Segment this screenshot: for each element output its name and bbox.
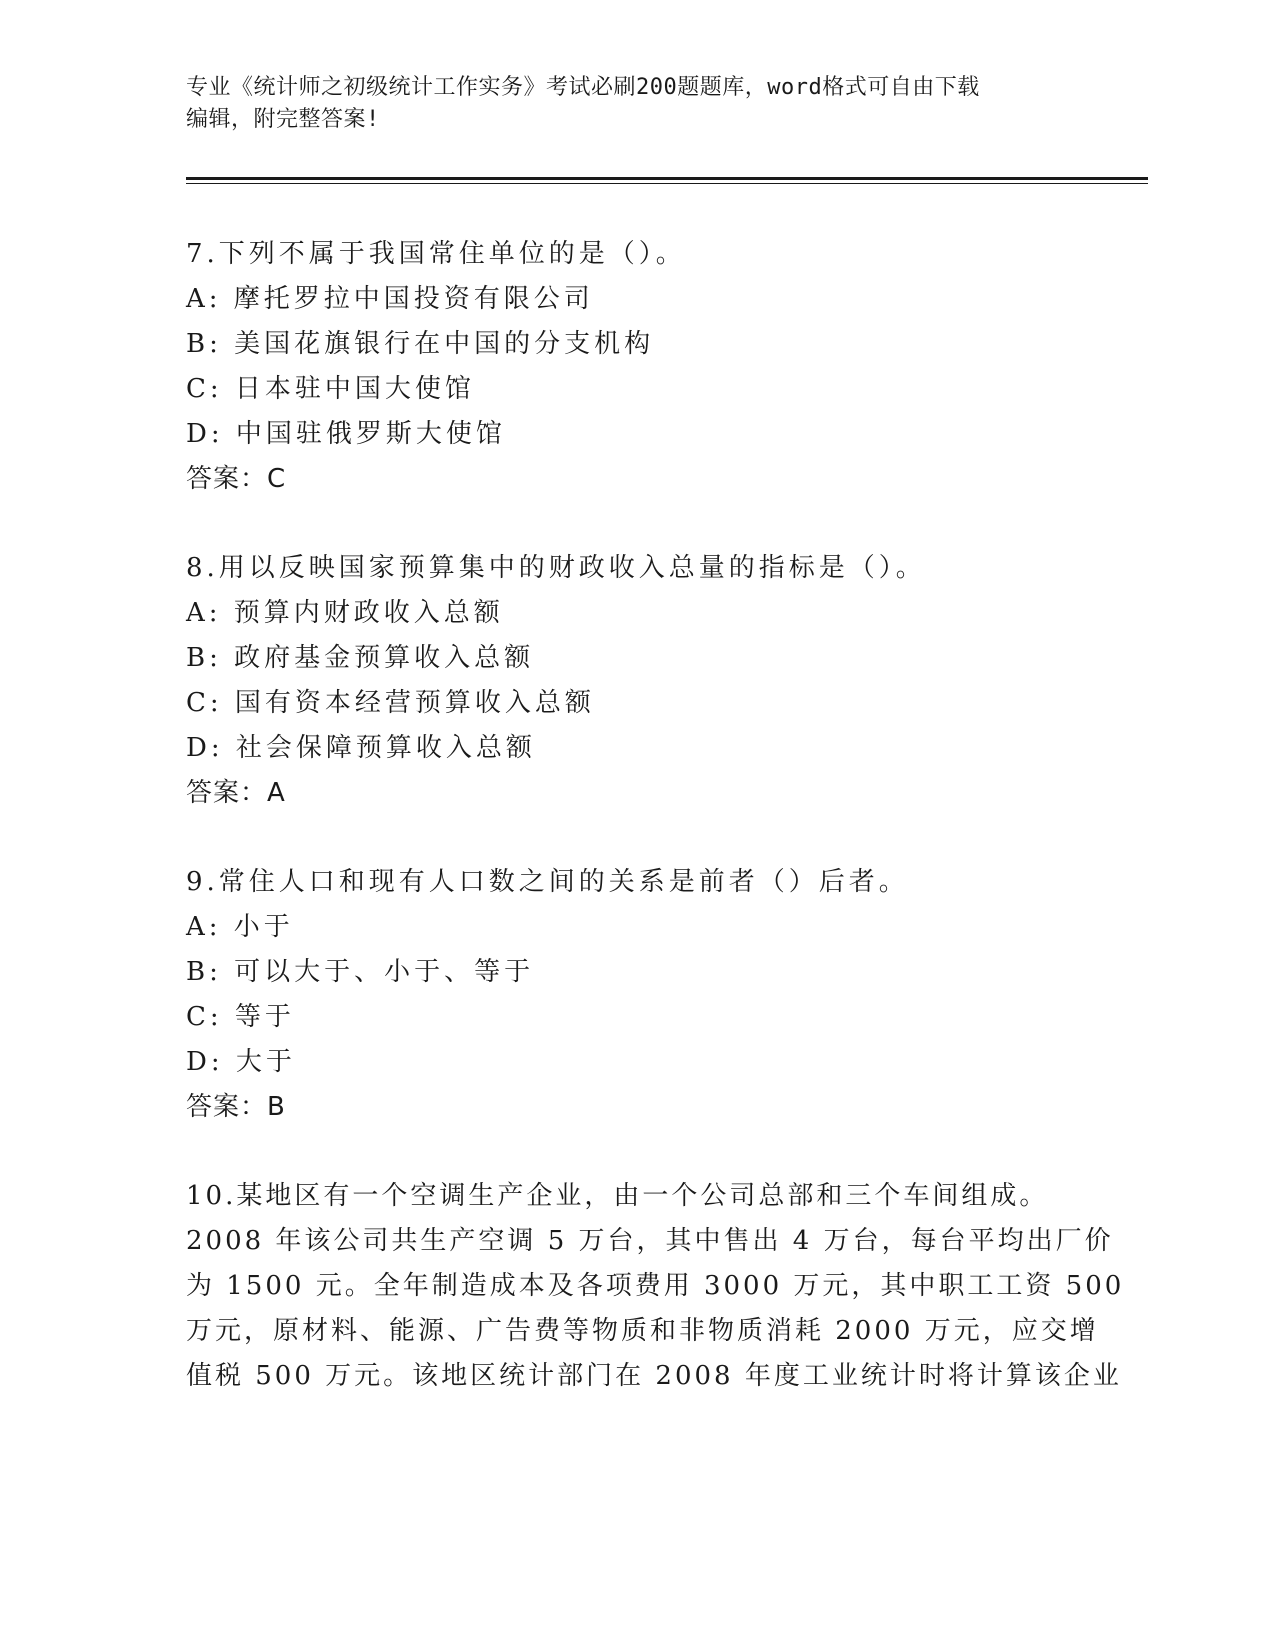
- question-9: [186, 860, 1086, 1130]
- option-d: D: 中国驻俄罗斯大使馆: [186, 419, 506, 449]
- option-c: C: 等于: [186, 1002, 295, 1032]
- question-10: [186, 1174, 1125, 1399]
- option-c: C: 国有资本经营预算收入总额: [186, 688, 595, 718]
- option-a: A: 摩托罗拉中国投资有限公司: [186, 284, 594, 314]
- option-b: B: 美国花旗银行在中国的分支机构: [186, 329, 655, 359]
- question-8: [186, 546, 1086, 816]
- question-stem-line: 10.某地区有一个空调生产企业，由一个公司总部和三个车间组成。: [186, 1181, 1049, 1211]
- option-a: A: 小于: [186, 912, 294, 942]
- answer: 答案：B: [186, 1092, 286, 1122]
- option-a: A: 预算内财政收入总额: [186, 598, 504, 628]
- option-d: D: 社会保障预算收入总额: [186, 733, 536, 763]
- answer: 答案：A: [186, 778, 286, 808]
- header-divider-thin: [186, 183, 1148, 184]
- option-d: D: 大于: [186, 1047, 296, 1077]
- option-b: B: 可以大于、小于、等于: [186, 957, 535, 987]
- question-7: [186, 232, 1086, 502]
- question-stem: 8.用以反映国家预算集中的财政收入总量的指标是（）。: [186, 553, 926, 583]
- header-line-2: 编辑，附完整答案!: [186, 107, 380, 132]
- header-line-1: 专业《统计师之初级统计工作实务》考试必刷200题题库，word格式可自由下载: [186, 75, 980, 100]
- option-c: C: 日本驻中国大使馆: [186, 374, 475, 404]
- question-stem: 9.常住人口和现有人口数之间的关系是前者（）后者。: [186, 867, 909, 897]
- question-list: [186, 232, 1125, 1443]
- document-header: [186, 72, 1086, 136]
- question-stem-line: 2008 年该公司共生产空调 5 万台，其中售出 4 万台，每台平均出厂价: [186, 1226, 1114, 1256]
- question-stem: 7.下列不属于我国常住单位的是（）。: [186, 239, 686, 269]
- question-stem-line: 为 1500 元。全年制造成本及各项费用 3000 万元，其中职工工资 500: [186, 1271, 1125, 1301]
- answer: 答案：C: [186, 464, 287, 494]
- option-b: B: 政府基金预算收入总额: [186, 643, 535, 673]
- header-divider-thick: [186, 177, 1148, 180]
- question-stem-line: 万元，原材料、能源、广告费等物质和非物质消耗 2000 万元，应交增: [186, 1316, 1099, 1346]
- question-stem-line: 值税 500 万元。该地区统计部门在 2008 年度工业统计时将计算该企业: [186, 1361, 1122, 1391]
